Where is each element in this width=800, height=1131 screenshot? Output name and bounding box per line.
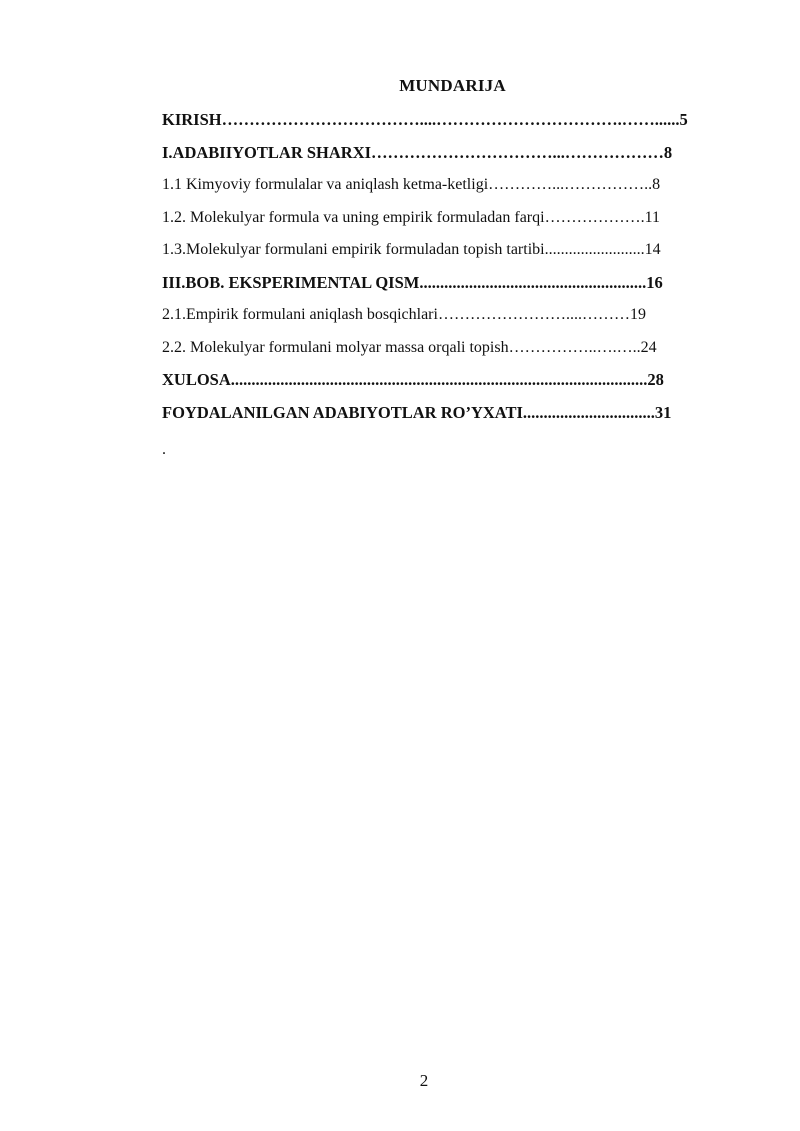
toc-entry-adabiyotlar-royxati[interactable]: FOYDALANILGAN ADABIYOTLAR RO’YXATI................................31: [162, 402, 672, 422]
trailing-mark: .: [162, 441, 166, 458]
toc-entry-1-2[interactable]: 1.2. Molekulyar formula va uning empirik formuladan farqi……………….11: [162, 208, 660, 226]
toc-entry-kirish[interactable]: KIRISH………………………………....…………………………….……......5: [162, 110, 688, 129]
toc-title: MUNDARIJA: [399, 76, 506, 95]
page-number: 2: [419, 1071, 429, 1090]
toc-entry-1-3[interactable]: 1.3.Molekulyar formulani empirik formuladan topish tartibi.........................14: [162, 241, 661, 258]
toc-entry-xulosa[interactable]: XULOSA.....................................................................................................28: [162, 370, 664, 389]
toc-entry-adabiyotlar-sharxi[interactable]: I.ADABIIYOTLAR SHARXI……………………………...………………8: [162, 142, 673, 162]
toc-entry-1-1[interactable]: 1.1 Kimyoviy formulalar va aniqlash ketma-ketligi…………...……………..8: [162, 176, 661, 193]
toc-entry-eksperimental-qism[interactable]: III.BOB. EKSPERIMENTAL QISM.......................................................16: [162, 272, 663, 292]
table-of-contents: [162, 108, 742, 433]
toc-entry-2-1[interactable]: 2.1.Empirik formulani aniqlash bosqichlari……………………....………19: [162, 306, 646, 323]
toc-entry-2-2[interactable]: 2.2. Molekulyar formulani molyar massa orqali topish……………..….…..24: [162, 338, 657, 356]
